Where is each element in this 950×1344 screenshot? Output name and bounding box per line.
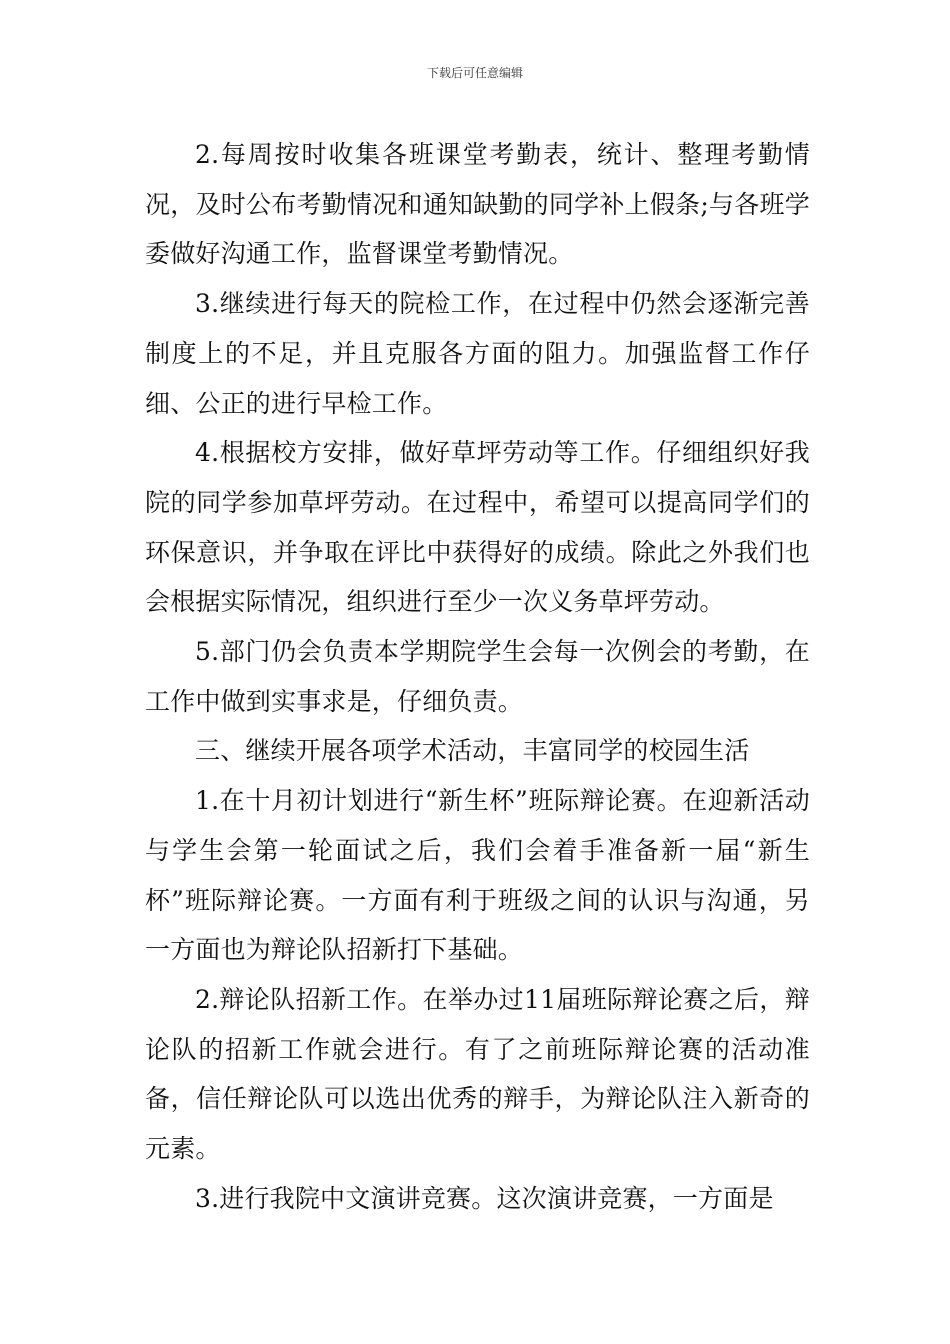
paragraph-lawn-labor: 4.根据校方安排，做好草坪劳动等工作。仔细组织好我院的同学参加草坪劳动。在过程中，希望可以提高同学们的环保意识，并争取在评比中获得好的成绩。除此之外我们也会根据实际情况，组织进行至少一次义务草坪劳动。: [145, 438, 810, 617]
paragraph-meeting-attendance: 5.部门仍会负责本学期院学生会每一次例会的考勤，在工作中做到实事求是，仔细负责。: [145, 637, 810, 716]
paragraph-debate-contest: 1.在十月初计划进行“新生杯”班际辩论赛。在迎新活动与学生会第一轮面试之后，我们会着手准备新一届“新生杯”班际辩论赛。一方面有利于班级之间的认识与沟通，另一方面也为辩论队招新打下基础。: [145, 786, 810, 965]
paragraph-attendance: 2.每周按时收集各班课堂考勤表，统计、整理考勤情况，及时公布考勤情况和通知缺勤的同学补上假条;与各班学委做好沟通工作，监督课堂考勤情况。: [145, 140, 810, 269]
document-body: [145, 130, 810, 1223]
paragraph-speech-contest: 3.进行我院中文演讲竞赛。这次演讲竞赛，一方面是: [195, 1183, 774, 1213]
paragraph-debate-recruitment: 2.辩论队招新工作。在举办过11届班际辩论赛之后，辩论队的招新工作就会进行。有了之前班际辩论赛的活动准备，信任辩论队可以选出优秀的辩手，为辩论队注入新奇的元素。: [145, 984, 810, 1164]
page-header: 下载后可任意编辑: [426, 66, 523, 80]
section-heading-academic-activities: 三、继续开展各项学术活动，丰富同学的校园生活: [195, 736, 750, 766]
paragraph-daily-inspection: 3.继续进行每天的院检工作，在过程中仍然会逐渐完善制度上的不足，并且克服各方面的阻力。加强监督工作仔细、公正的进行早检工作。: [145, 289, 810, 418]
